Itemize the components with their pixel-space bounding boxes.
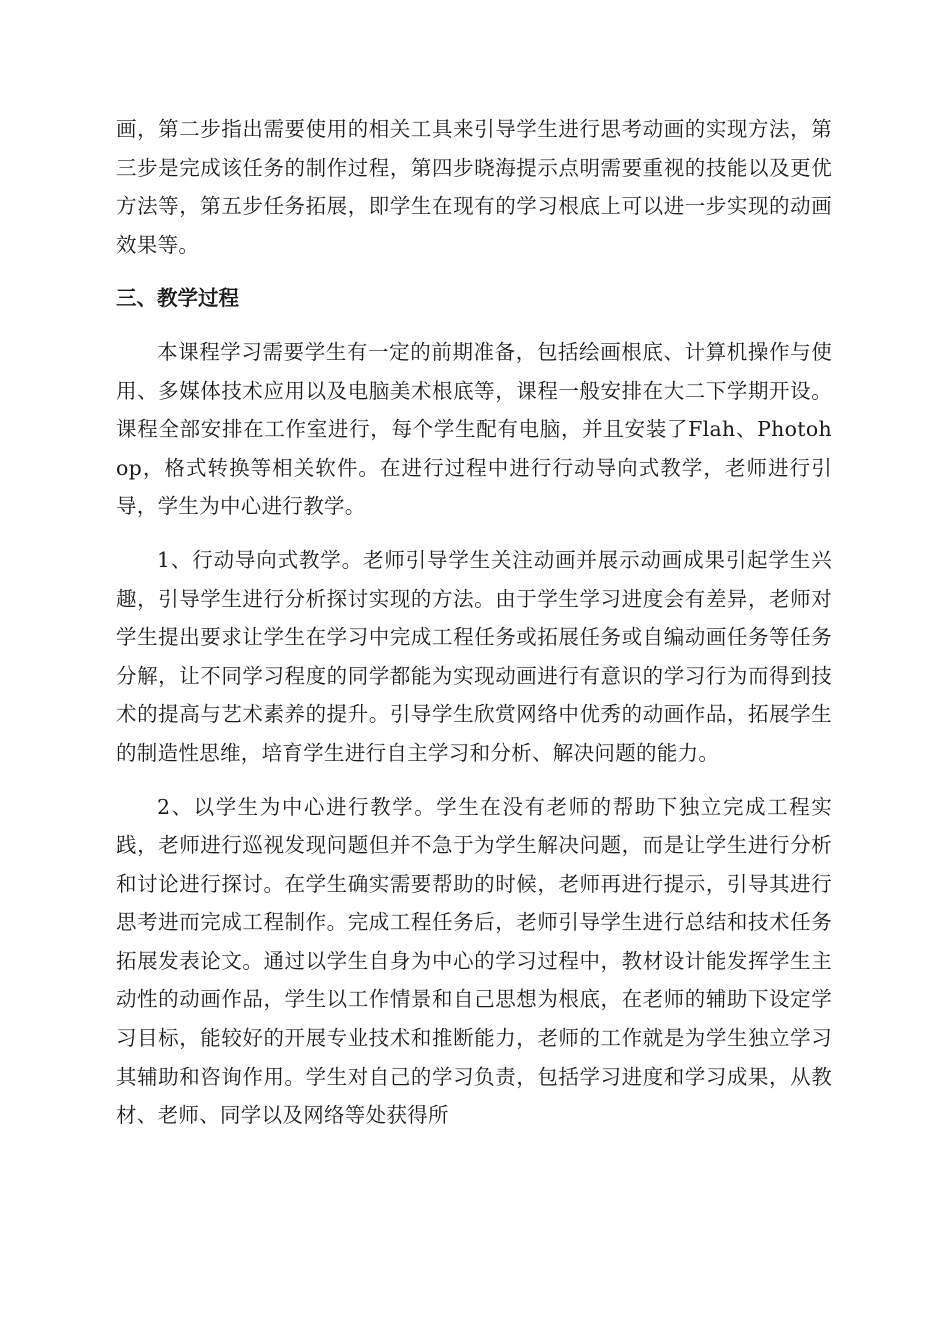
document-body — [116, 110, 832, 1135]
paragraph-student-centered: 2、以学生为中心进行教学。学生在没有老师的帮助下独立完成工程实践，老师进行巡视发现问题但并不急于为学生解决问题，而是让学生进行分析和讨论进行探讨。在学生确实需要帮助的时候，老师再进行提示，引导其进行思考进而完成工程制作。完成工程任务后，老师引导学生进行总结和技术任务拓展发表论文。通过以学生自身为中心的学习过程中，教材设计能发挥学生主动性的动画作品，学生以工作情景和自己思想为根底，在老师的辅助下设定学习目标，能较好的开展专业技术和推断能力，老师的工作就是为学生独立学习其辅助和咨询作用。学生对自己的学习负责，包括学习进度和学习成果，从教材、老师、同学以及网络等处获得所 — [116, 794, 832, 1128]
continuation-paragraph: 画，第二步指出需要使用的相关工具来引导学生进行思考动画的实现方法，第三步是完成该任务的制作过程，第四步晓海提示点明需要重视的技能以及更优方法等，第五步任务拓展，即学生在现有的学习根底上可以进一步实现的动画效果等。 — [116, 117, 832, 257]
section-heading: 三、教学过程 — [116, 286, 239, 311]
paragraph-preparation: 本课程学习需要学生有一定的前期准备，包括绘画根底、计算机操作与使用、多媒体技术应用以及电脑美术根底等，课程一般安排在大二下学期开设。课程全部安排在工作室进行，每个学生配有电脑，并且安装了Flah、Photohop，格式转换等相关软件。在进行过程中进行行动导向式教学，老师进行引导，学生为中心进行教学。 — [116, 339, 832, 519]
paragraph-action-oriented: 1、行动导向式教学。老师引导学生关注动画并展示动画成果引起学生兴趣，引导学生进行分析探讨实现的方法。由于学生学习进度会有差异，老师对学生提出要求让学生在学习中完成工程任务或拓展任务或自编动画任务等任务分解，让不同学习程度的同学都能为实现动画进行有意识的学习行为而得到技术的提高与艺术素养的提升。引导学生欣赏网络中优秀的动画作品，拓展学生的制造性思维，培育学生进行自主学习和分析、解决问题的能力。 — [116, 547, 832, 765]
